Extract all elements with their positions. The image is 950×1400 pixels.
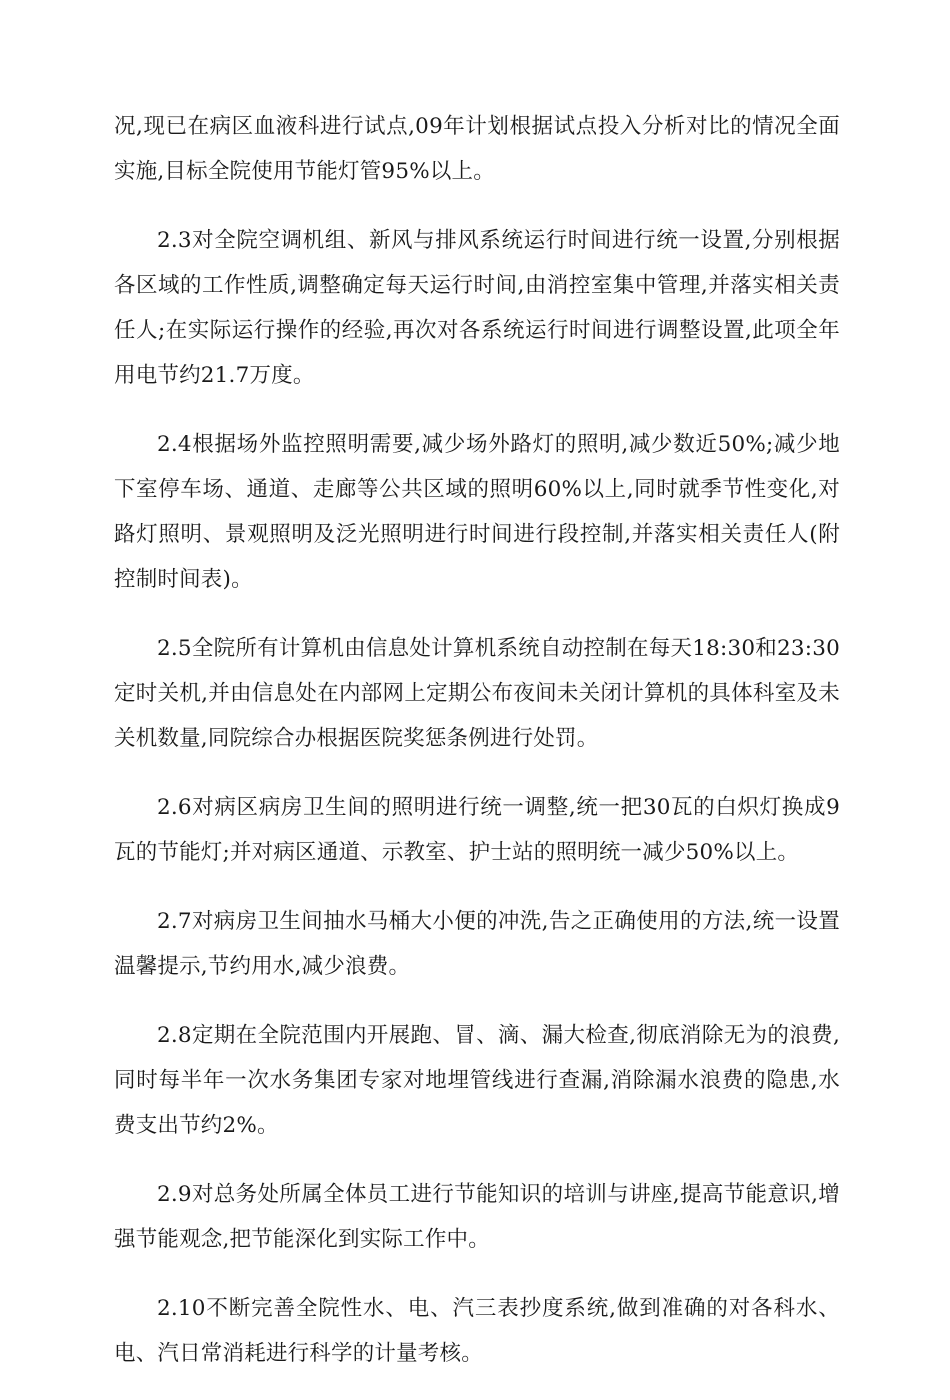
document-body [114,104,840,1400]
paragraph-2-3: 2.3对全院空调机组、新风与排风系统运行时间进行统一设置,分别根据各区域的工作性质,调整确定每天运行时间,由消控室集中管理,并落实相关责任人;在实际运行操作的经验,再次对各系统运行时间进行调整设置,此项全年用电节约21.7万度。 [114,228,840,388]
paragraph-2-10: 2.10不断完善全院性水、电、汽三表抄度系统,做到准确的对各科水、电、汽日常消耗进行科学的计量考核。 [114,1296,840,1366]
paragraph-2-6: 2.6对病区病房卫生间的照明进行统一调整,统一把30瓦的白炽灯换成9瓦的节能灯;并对病区通道、示教室、护士站的照明统一减少50%以上。 [114,795,840,865]
paragraph-2-4: 2.4根据场外监控照明需要,减少场外路灯的照明,减少数近50%;减少地下室停车场、通道、走廊等公共区域的照明60%以上,同时就季节性变化,对路灯照明、景观照明及泛光照明进行时间进行段控制,并落实相关责任人(附控制时间表)。 [114,432,840,592]
paragraph-2-5: 2.5全院所有计算机由信息处计算机系统自动控制在每天18:30和23:30定时关机,并由信息处在内部网上定期公布夜间未关闭计算机的具体科室及未关机数量,同院综合办根据医院奖惩条例进行处罚。 [114,636,840,751]
paragraph-2-7: 2.7对病房卫生间抽水马桶大小便的冲洗,告之正确使用的方法,统一设置温馨提示,节约用水,减少浪费。 [114,909,840,979]
paragraph-2-9: 2.9对总务处所属全体员工进行节能知识的培训与讲座,提高节能意识,增强节能观念,把节能深化到实际工作中。 [114,1182,840,1252]
paragraph-continuation: 况,现已在病区血液科进行试点,09年计划根据试点投入分析对比的情况全面实施,目标全院使用节能灯管95%以上。 [114,114,840,184]
paragraph-2-8: 2.8定期在全院范围内开展跑、冒、滴、漏大检查,彻底消除无为的浪费,同时每半年一次水务集团专家对地埋管线进行查漏,消除漏水浪费的隐患,水费支出节约2%。 [114,1023,840,1138]
